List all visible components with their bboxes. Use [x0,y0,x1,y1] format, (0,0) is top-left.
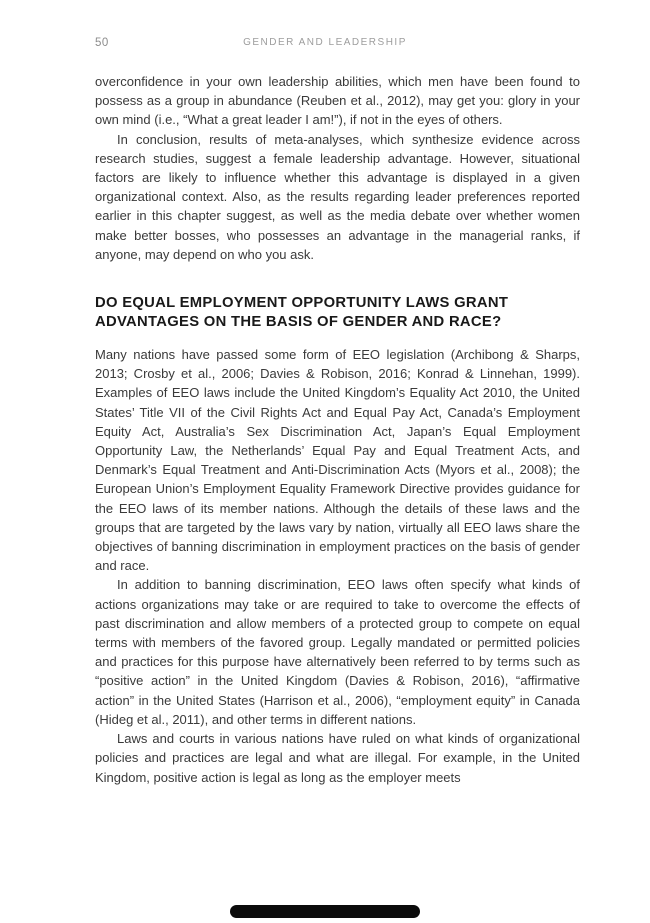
body-paragraph: Many nations have passed some form of EEO legislation (Archibong & Sharps, 2013; Crosby et al., 2006; Davies & Robison, 2016; Konrad & Linnehan, 1999). Examples of EEO laws include the United Kingdom’s Equality Act 2010, the United States’ Title VII of the Civil Rights Act and Equal Pay Act, Canada’s Employment Equity Act, Australia’s Sex Discrimination Act, Japan’s Equal Employment Opportunity Law, the Netherlands’ Equal Pay and Equal Treatment Acts, and Denmark’s Equal Treatment and Anti-Discrimination Acts (Myors et al., 2008); the European Union’s Employment Equality Framework Directive provides guidance for the EEO laws of its member nations. Although the details of these laws and the groups that are targeted by the laws vary by nation, virtually all EEO laws share the objectives of banning discrimination in employment practices on the basis of gender and race. [95,347,580,574]
running-head: GENDER AND LEADERSHIP [243,37,407,48]
section-heading-line: DO EQUAL EMPLOYMENT OPPORTUNITY LAWS GRANT [95,295,509,312]
body-paragraph: In addition to banning discrimination, EEO laws often specify what kinds of actions organizations may take or are required to take to overcome the effects of past discrimination and allow members of a protected group to compete on equal terms with members of the favored group. Legally mandated or permitted policies and practices for this purpose have alternatively been referred to by terms such as “positive action” in the United Kingdom (Davies & Robison, 2016), “affirmative action” in the United States (Harrison et al., 2006), “employment equity” in Canada (Hideg et al., 2011), and other terms in different nations. [95,577,580,727]
page-header [0,37,650,53]
section-heading-line: ADVANTAGES ON THE BASIS OF GENDER AND RACE? [95,314,502,331]
body-paragraph: overconfidence in your own leadership abilities, which men have been found to possess as a group in abundance (Reuben et al., 2012), may get you: glory in your own mind (i.e., “What a great leader I am!”), if not in the eyes of others. [95,74,580,128]
body-paragraph: Laws and courts in various nations have ruled on what kinds of organizational policies and practices are legal and what are illegal. For example, in the United Kingdom, positive action is legal as long as the employer meets [95,731,580,785]
body-paragraph: In conclusion, results of meta-analyses, which synthesize evidence across research studies, suggest a female leadership advantage. However, situational factors are likely to influence whether this advantage is displayed in a given organizational context. Also, as the results regarding leader preferences reported earlier in this chapter suggest, as well as the media debate over whether women make better bosses, who possesses an advantage in the managerial ranks, if anyone, may depend on who you ask. [95,131,580,262]
home-indicator[interactable] [230,905,420,918]
page-number: 50 [95,37,109,49]
page-body [95,72,580,787]
section-heading [95,294,580,332]
